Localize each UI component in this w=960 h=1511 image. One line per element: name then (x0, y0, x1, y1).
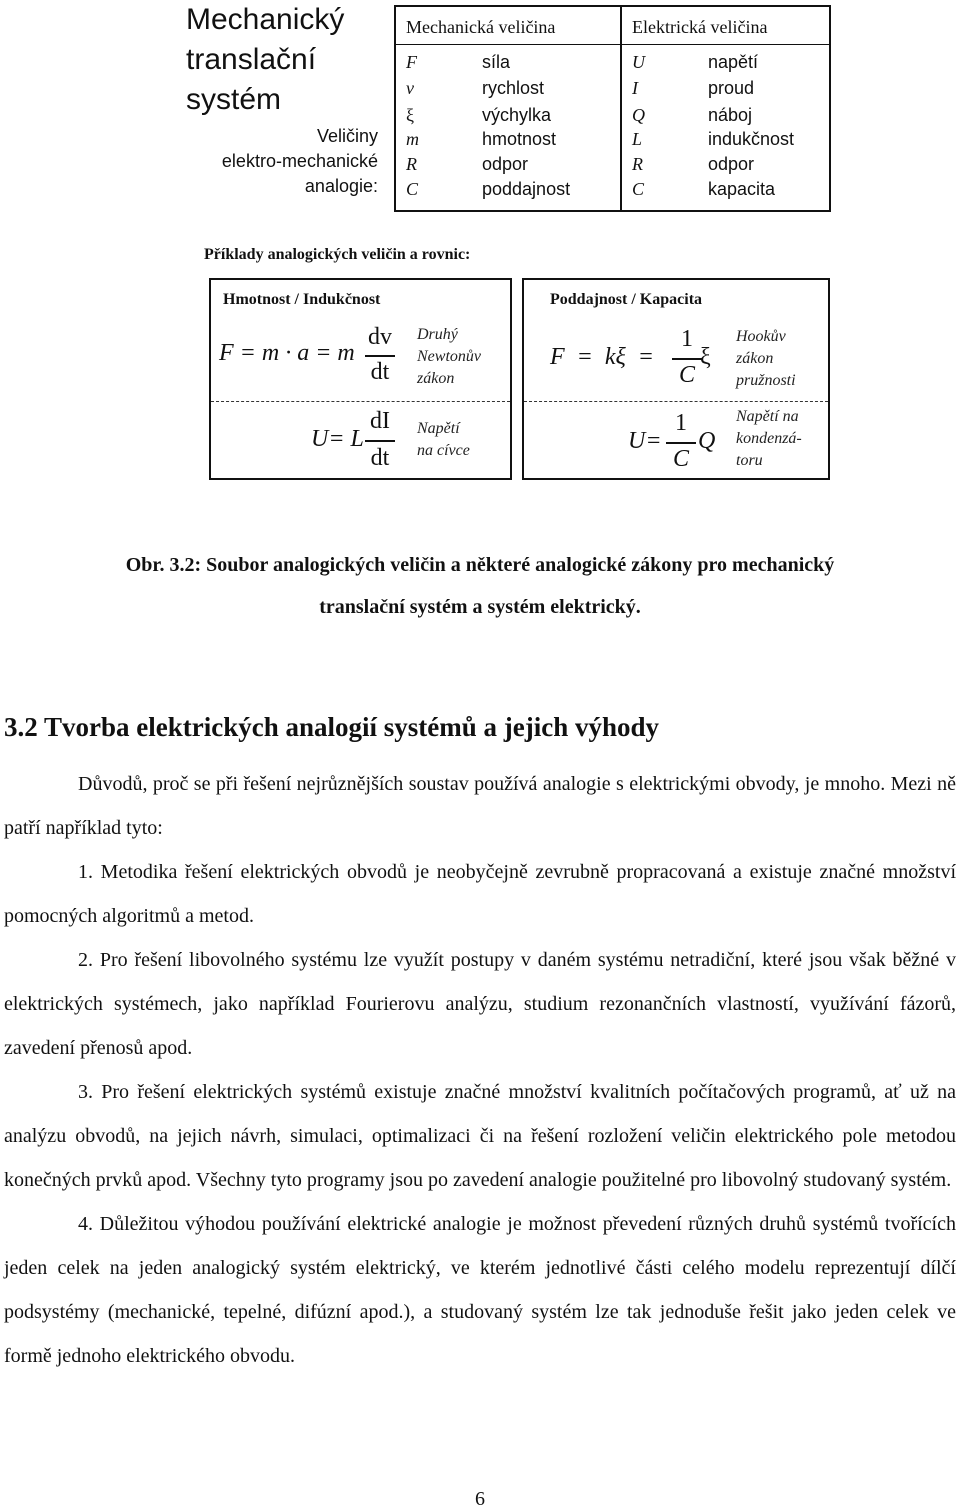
fraction-bar (365, 440, 395, 442)
equation-rhs: ξ (700, 344, 711, 370)
elec-symbol: R (632, 154, 643, 174)
elec-header: Elektrická veličina (632, 17, 768, 37)
mech-symbol: ξ (406, 105, 415, 125)
elec-symbol: Q (632, 105, 645, 125)
note-line: Napětí na (736, 408, 799, 425)
fraction-bar (672, 358, 702, 360)
system-subtitle (222, 124, 378, 199)
elec-name: napětí (708, 52, 759, 72)
examples-caption: Příklady analogických veličin a rovnic: (204, 246, 471, 263)
page-number: 6 (475, 1488, 485, 1510)
paragraph: 2. Pro řešení libovolného systému lze využít postupy v daném systému netradiční, které jsou však běžné v elektrických systémech, jako například Fourierovu analýzu, studium rezonančních vlastností, využívání fázorů, zavedení přenosů apod. (4, 949, 956, 1059)
elec-symbol: I (632, 78, 638, 98)
paragraph: 4. Důležitou výhodou používání elektrické analogie je možnost převedení různých druhů systémů tvořících jeden celek na jeden analogický systém elektrický, ve kterém jednotlivé části celého modelu reprezentují dílčí podsystémy (mechanické, tepelné, difúzní apod.), a studovaný systém lze tak jednoduše řešit jako jeden celek ve formě jednoho elektrického obvodu. (4, 1213, 956, 1367)
mech-symbol: v (406, 78, 414, 98)
equation-note (736, 406, 802, 472)
figure-caption (0, 544, 960, 628)
body-text (4, 762, 956, 1378)
mech-name: výchylka (482, 105, 552, 125)
fraction-denominator: C (678, 362, 695, 388)
equation-rhs: Q (698, 428, 716, 454)
equation-lhs: U= (628, 428, 662, 454)
elec-name: proud (708, 78, 755, 98)
table-divider (620, 7, 622, 210)
figure-caption-line: translační systém a systém elektrický. (319, 596, 641, 618)
equation-note (417, 324, 481, 390)
note-line: Hookův (736, 328, 786, 345)
mech-symbol: m (406, 129, 419, 149)
note-line: pružnosti (736, 372, 796, 389)
note-line: Druhý (417, 326, 458, 343)
fraction-denominator: dt (370, 359, 390, 385)
note-line: zákon (736, 350, 774, 367)
elec-name: odpor (708, 154, 755, 174)
system-title-line: Mechanický (186, 3, 345, 36)
note-line: toru (736, 452, 763, 469)
system-subtitle-line: analogie: (304, 176, 378, 196)
box-header: Hmotnost / Indukčnost (223, 291, 381, 308)
elec-name: náboj (708, 105, 753, 125)
fraction-bar (666, 442, 696, 444)
elec-symbol: U (632, 52, 645, 72)
mech-name: poddajnost (482, 179, 571, 199)
figure-caption-line: Obr. 3.2: Soubor analogických veličin a některé analogické zákony pro mechanický (125, 554, 835, 576)
fraction-numerator: dv (368, 324, 392, 350)
fraction-numerator: dI (370, 408, 390, 434)
elec-name: kapacita (708, 179, 776, 199)
elec-symbol: L (632, 129, 643, 149)
mech-symbol: R (406, 154, 417, 174)
system-title (186, 0, 344, 120)
system-title-line: systém (186, 83, 282, 116)
equation-note (417, 418, 470, 462)
paragraph: 3. Pro řešení elektrických systémů existuje značné množství kvalitních počítačových programů, ať už na analýzu obvodů, na jejich návrh, simulaci, optimalizaci či na řešení rozložení veličin elektrického pole metodou konečných prvků apod. Všechny tyto programy jsou po zavedení analogie použitelné pro libovolný studovaný systém. (4, 1081, 956, 1191)
equation-lhs: F = m · a = m (219, 340, 355, 366)
quantity-table (394, 5, 831, 212)
mech-name: rychlost (482, 78, 545, 98)
elec-name: indukčnost (708, 129, 795, 149)
fraction-denominator: C (672, 446, 689, 472)
table-divider (396, 44, 829, 45)
mech-symbol: F (406, 52, 417, 72)
mech-header: Mechanická veličina (406, 17, 556, 37)
note-line: zákon (417, 370, 455, 387)
equation-lhs: U= L (311, 426, 364, 452)
equation-note (736, 326, 796, 392)
mech-symbol: C (406, 179, 419, 199)
box-header: Poddajnost / Kapacita (550, 291, 703, 308)
system-title-line: translační (186, 43, 317, 76)
paragraph: Důvodů, proč se při řešení nejrůznějších soustav používá analogie s elektrickými obvody, je mnoho. Mezi ně patří například tyto: (4, 773, 956, 839)
fraction-bar (365, 355, 395, 357)
mech-name: hmotnost (482, 129, 557, 149)
note-line: Newtonův (417, 348, 481, 365)
equation-lhs: F = kξ = (550, 344, 654, 370)
fraction-denominator: dt (370, 445, 390, 471)
dashed-divider (524, 401, 828, 402)
fraction-numerator: 1 (675, 410, 687, 436)
dashed-divider (211, 401, 510, 402)
note-line: Napětí (417, 420, 460, 437)
section-heading: 3.2 Tvorba elektrických analogií systémů a jejich výhody (4, 712, 660, 742)
system-subtitle-line: Veličiny (316, 126, 378, 146)
mech-name: síla (482, 52, 511, 72)
example-box-left (209, 278, 512, 480)
note-line: na cívce (417, 442, 470, 459)
example-box-right (522, 278, 830, 480)
mech-name: odpor (482, 154, 529, 174)
fraction-numerator: 1 (681, 326, 693, 352)
note-line: kondenzá- (736, 430, 802, 447)
elec-symbol: C (632, 179, 645, 199)
system-subtitle-line: elektro-mechanické (221, 151, 378, 171)
paragraph: 1. Metodika řešení elektrických obvodů je neobyčejně zevrubně propracovaná a existuje značné množství pomocných algoritmů a metod. (4, 861, 956, 927)
